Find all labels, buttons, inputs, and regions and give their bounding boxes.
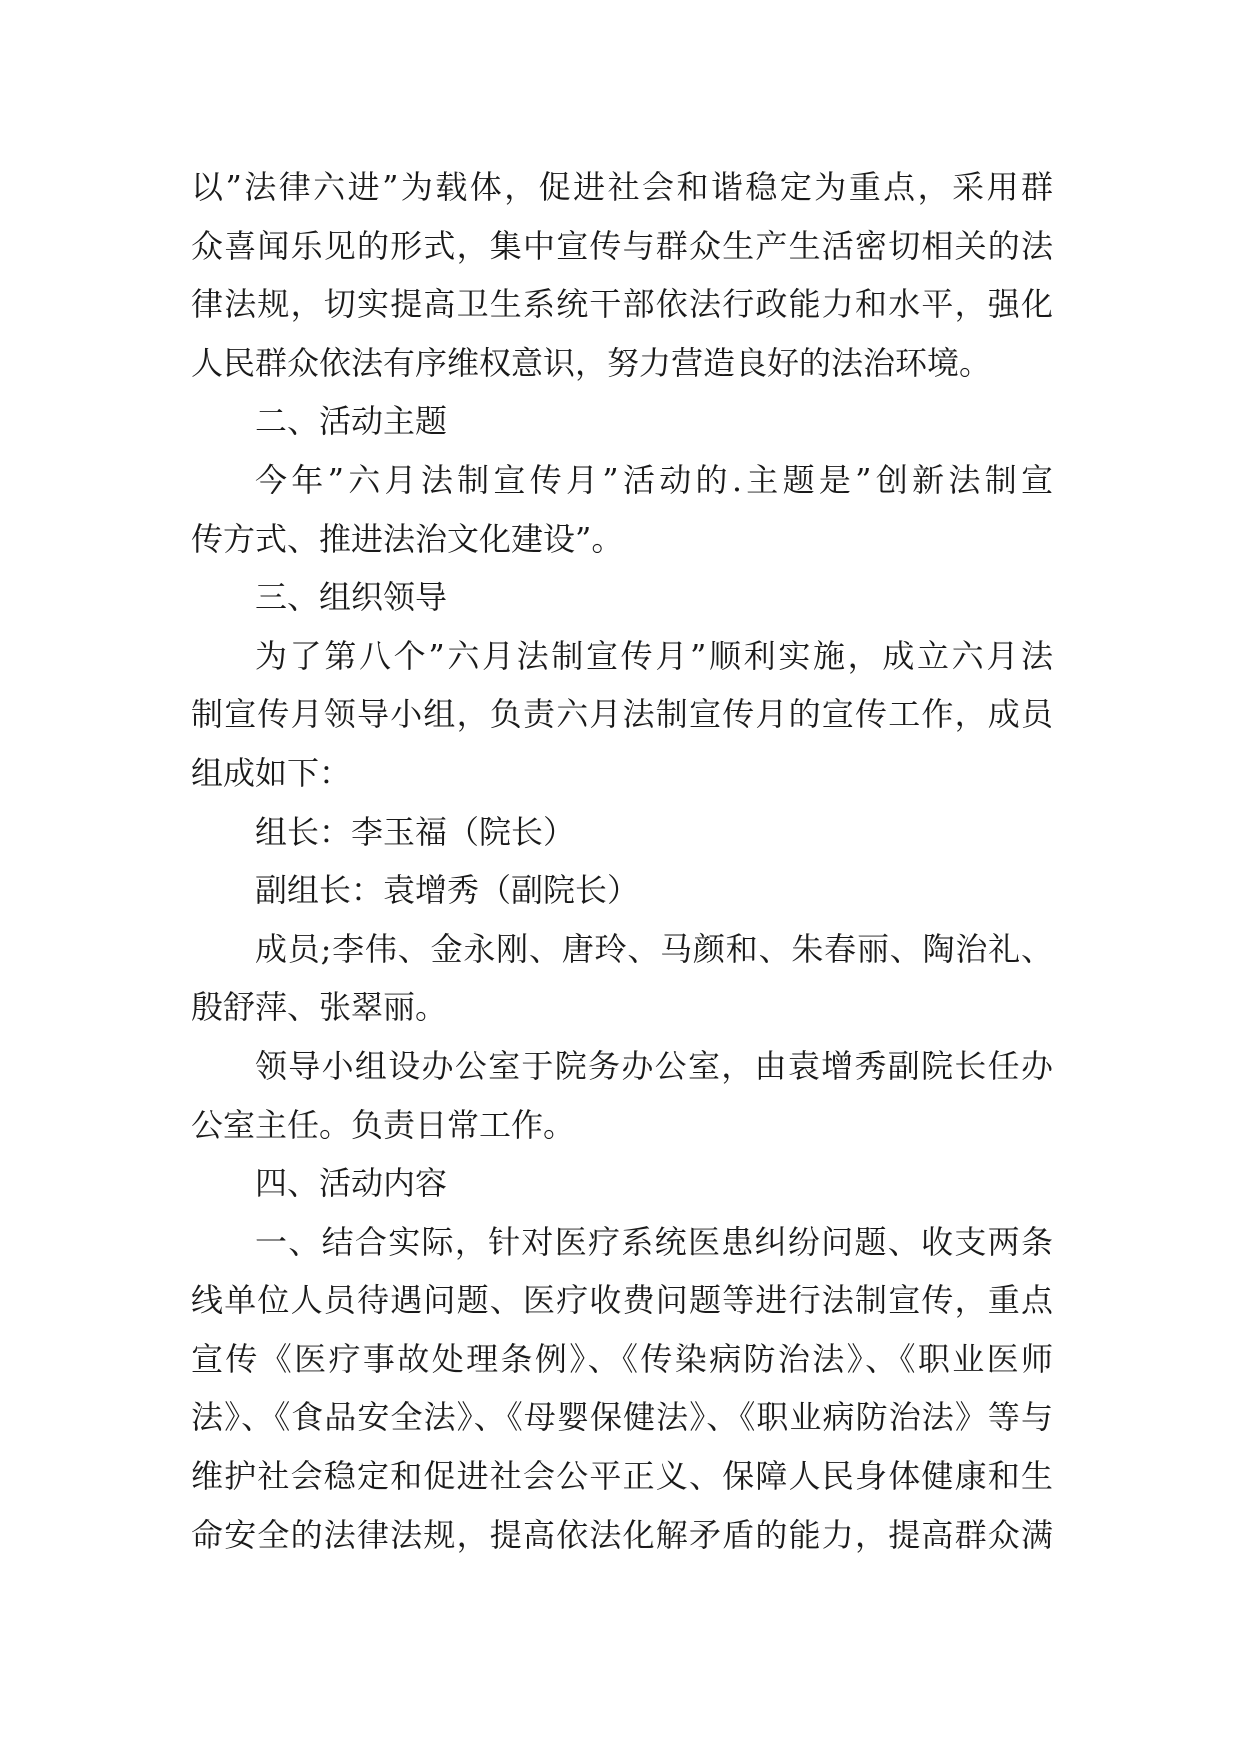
body-line: 为了第八个”六月法制宣传月”顺利实施，成立六月法 xyxy=(255,636,1053,675)
body-line: 制宣传月领导小组，负责六月法制宣传月的宣传工作，成员 xyxy=(191,695,1053,734)
body-line: 律法规，切实提高卫生系统干部依法行政能力和水平，强化 xyxy=(191,285,1053,324)
body-line: 人民群众依法有序维权意识，努力营造良好的法治环境。 xyxy=(191,343,992,382)
section-heading: 二、活动主题 xyxy=(255,402,448,441)
body-line: 法》、《食品安全法》、《母婴保健法》、《职业病防治法》等与 xyxy=(191,1398,1053,1437)
body-line: 宣传《医疗事故处理条例》、《传染病防治法》、《职业医师 xyxy=(191,1339,1053,1378)
leader-line: 组长：李玉福（院长） xyxy=(255,812,576,851)
members-line: 成员;李伟、金永刚、唐玲、马颜和、朱春丽、陶治礼、 xyxy=(255,929,1053,968)
body-line: 今年”六月法制宣传月”活动的.主题是”创新法制宣 xyxy=(255,460,1053,499)
body-line: 维护社会稳定和促进社会公平正义、保障人民身体健康和生 xyxy=(191,1457,1053,1496)
body-line: 组成如下： xyxy=(191,753,352,792)
document-body xyxy=(191,158,1053,1564)
body-line: 以”法律六进”为载体，促进社会和谐稳定为重点，采用群 xyxy=(191,168,1053,206)
body-line: 一、结合实际，针对医疗系统医患纠纷问题、收支两条 xyxy=(255,1222,1053,1261)
body-line: 公室主任。负责日常工作。 xyxy=(191,1105,576,1144)
body-line: 命安全的法律法规，提高依法化解矛盾的能力，提高群众满 xyxy=(191,1515,1053,1554)
body-line: 传方式、推进法治文化建设”。 xyxy=(191,519,624,558)
body-line: 领导小组设办公室于院务办公室，由袁增秀副院长任办 xyxy=(255,1046,1053,1085)
body-line: 众喜闻乐见的形式，集中宣传与群众生产生活密切相关的法 xyxy=(191,226,1053,265)
body-line: 线单位人员待遇问题、医疗收费问题等进行法制宣传，重点 xyxy=(191,1281,1053,1320)
section-heading: 三、组织领导 xyxy=(255,578,448,617)
members-line: 殷舒萍、张翠丽。 xyxy=(191,988,448,1027)
section-heading: 四、活动内容 xyxy=(255,1164,448,1203)
deputy-leader-line: 副组长：袁增秀（副院长） xyxy=(255,871,640,910)
